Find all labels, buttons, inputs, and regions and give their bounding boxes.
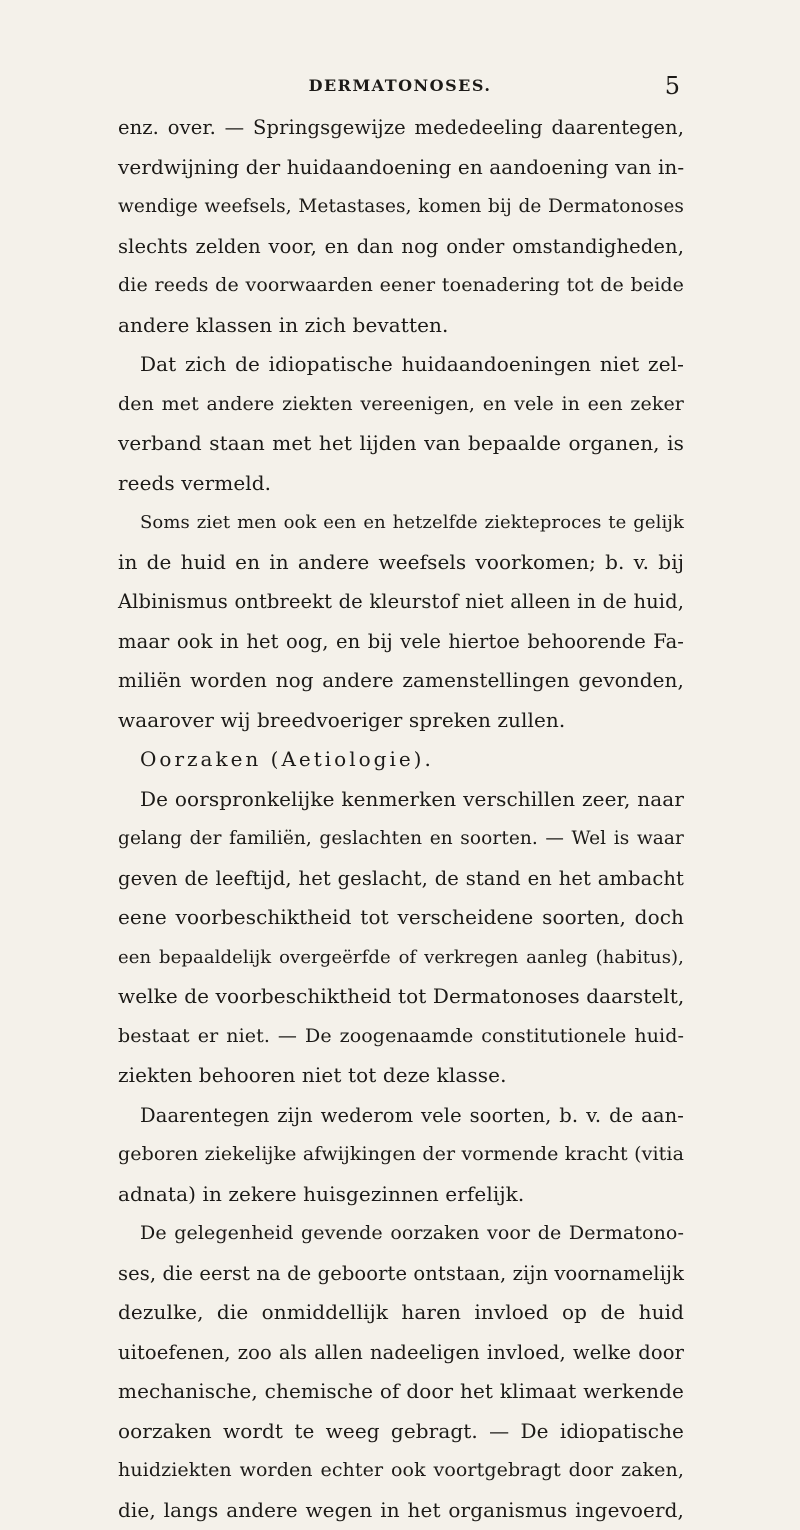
text-line: mechanische, chemische of door het klimaat werkende [118, 1372, 684, 1412]
text-line: reeds vermeld. [118, 464, 684, 504]
text-line: welke de voorbeschiktheid tot Dermatonoses daarstelt, [118, 977, 684, 1017]
text-line: oorzaken wordt te weeg gebragt. — De idiopatische [118, 1412, 684, 1452]
text-line: geboren ziekelijke afwijkingen der vormende kracht (vitia [118, 1135, 684, 1175]
body-text [118, 108, 684, 1530]
text-line: dezulke, die onmiddellijk haren invloed op de huid [118, 1293, 684, 1333]
text-line: bestaat er niet. — De zoogenaamde constitutionele huid- [118, 1017, 684, 1057]
text-line: huidziekten worden echter ook voortgebragt door zaken, [118, 1451, 684, 1491]
text-line: Soms ziet men ook een en hetzelfde ziekteproces te gelijk [118, 503, 684, 543]
text-line: die reeds de voorwaarden eener toenadering tot de beide [118, 266, 684, 306]
text-line: Oorzaken (Aetiologie). [118, 740, 684, 780]
text-line: De oorspronkelijke kenmerken verschillen zeer, naar [118, 780, 684, 820]
text-line: slechts zelden voor, en dan nog onder omstandigheden, [118, 227, 684, 267]
text-line: ses, die eerst na de geboorte ontstaan, zijn voornamelijk [118, 1254, 684, 1294]
text-line: enz. over. — Springsgewijze mededeeling daarentegen, [118, 108, 684, 148]
running-title: DERMATONOSES. [120, 76, 680, 95]
text-line: eene voorbeschiktheid tot verscheidene soorten, doch [118, 898, 684, 938]
text-line: adnata) in zekere huisgezinnen erfelijk. [118, 1175, 684, 1215]
page-number: 5 [665, 72, 680, 100]
running-head [120, 76, 680, 106]
text-line: verband staan met het lijden van bepaalde organen, is [118, 424, 684, 464]
text-line: Dat zich de idiopatische huidaandoeningen niet zel- [118, 345, 684, 385]
text-line: wendige weefsels, Metastases, komen bij de Dermatonoses [118, 187, 684, 227]
text-line: ziekten behooren niet tot deze klasse. [118, 1056, 684, 1096]
text-line: den met andere ziekten vereenigen, en vele in een zeker [118, 385, 684, 425]
text-line: Daarentegen zijn wederom vele soorten, b. v. de aan- [118, 1096, 684, 1136]
text-line: De gelegenheid gevende oorzaken voor de Dermatono- [118, 1214, 684, 1254]
text-line: maar ook in het oog, en bij vele hiertoe behoorende Fa- [118, 622, 684, 662]
text-line: waarover wij breedvoeriger spreken zullen. [118, 701, 684, 741]
text-line: Albinismus ontbreekt de kleurstof niet alleen in de huid, [118, 582, 684, 622]
text-line: een bepaaldelijk overgeërfde of verkregen aanleg (habitus), [118, 938, 684, 978]
text-line: gelang der familiën, geslachten en soorten. — Wel is waar [118, 819, 684, 859]
text-line: verdwijning der huidaandoening en aandoening van in- [118, 148, 684, 188]
text-line: geven de leeftijd, het geslacht, de stand en het ambacht [118, 859, 684, 899]
text-line: uitoefenen, zoo als allen nadeeligen invloed, welke door [118, 1333, 684, 1373]
text-line: andere klassen in zich bevatten. [118, 306, 684, 346]
text-line: die, langs andere wegen in het organismus ingevoerd, [118, 1491, 684, 1530]
text-line: in de huid en in andere weefsels voorkomen; b. v. bij [118, 543, 684, 583]
text-line: miliën worden nog andere zamenstellingen gevonden, [118, 661, 684, 701]
